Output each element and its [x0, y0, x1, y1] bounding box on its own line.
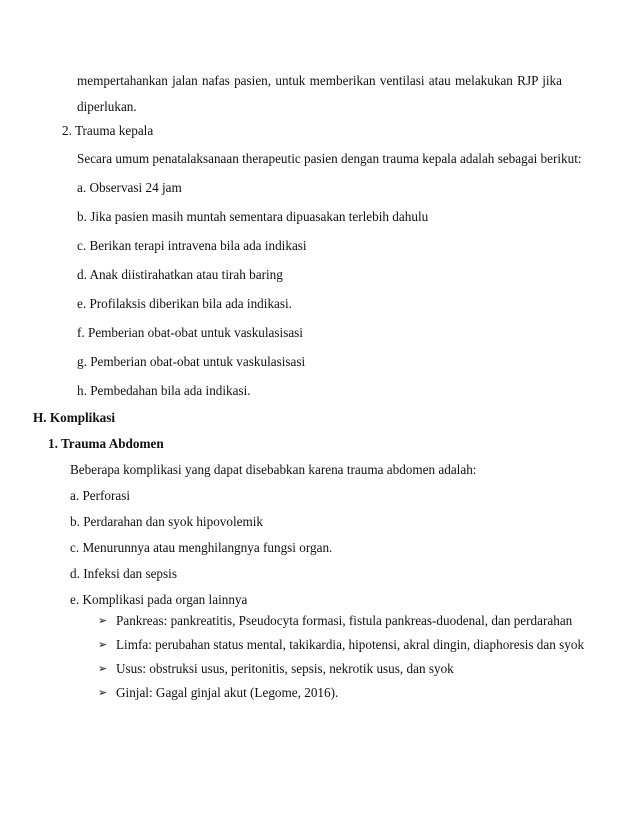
subheading-trauma-abdomen: 1. Trauma Abdomen — [48, 436, 164, 451]
list-item: a. Perforasi — [70, 488, 131, 503]
bullet-item — [98, 685, 618, 703]
bullet-text: Ginjal: Gagal ginjal akut (Legome, 2016). — [116, 685, 339, 700]
arrow-bullet-icon: ➢ — [98, 615, 108, 627]
bullet-text: Usus: obstruksi usus, peritonitis, sepsis, nekrotik usus, dan syok — [116, 661, 454, 676]
continuation-line-2: diperlukan. — [77, 99, 137, 114]
list-item: d. Infeksi dan sepsis — [70, 566, 177, 581]
list-item: c. Berikan terapi intravena bila ada indikasi — [77, 238, 307, 253]
list-item: c. Menurunnya atau menghilangnya fungsi organ. — [70, 540, 333, 555]
bullet-item — [98, 613, 618, 631]
section-heading-trauma-kepala: 2. Trauma kepala — [62, 123, 154, 138]
bullet-item — [98, 637, 618, 655]
bullet-item — [98, 661, 618, 679]
komplikasi-intro: Beberapa komplikasi yang dapat disebabkan karena trauma abdomen adalah: — [70, 462, 477, 477]
list-item: e. Profilaksis diberikan bila ada indikasi. — [77, 296, 292, 311]
section-heading-komplikasi: H. Komplikasi — [33, 410, 116, 425]
list-item: b. Perdarahan dan syok hipovolemik — [70, 514, 264, 529]
list-item: f. Pemberian obat-obat untuk vaskulasisasi — [77, 325, 303, 340]
list-item: b. Jika pasien masih muntah sementara dipuasakan terlebih dahulu — [77, 209, 429, 224]
arrow-bullet-icon: ➢ — [98, 663, 108, 675]
arrow-bullet-icon: ➢ — [98, 639, 108, 651]
arrow-bullet-icon: ➢ — [98, 687, 108, 699]
list-item: a. Observasi 24 jam — [77, 180, 182, 195]
continuation-line-1: mempertahankan jalan nafas pasien, untuk memberikan ventilasi atau melakukan RJP jika — [77, 73, 562, 88]
list-item: e. Komplikasi pada organ lainnya — [70, 592, 248, 607]
bullet-text: Pankreas: pankreatitis, Pseudocyta formasi, fistula pankreas-duodenal, dan perdarahan — [116, 613, 573, 628]
bullet-text: Limfa: perubahan status mental, takikardia, hipotensi, akral dingin, diaphoresis dan syok — [116, 637, 585, 652]
trauma-kepala-intro: Secara umum penatalaksanaan therapeutic pasien dengan trauma kepala adalah sebagai berikut: — [77, 151, 582, 166]
list-item: h. Pembedahan bila ada indikasi. — [77, 383, 251, 398]
list-item: g. Pemberian obat-obat untuk vaskulasisasi — [77, 354, 306, 369]
list-item: d. Anak diistirahatkan atau tirah baring — [77, 267, 283, 282]
